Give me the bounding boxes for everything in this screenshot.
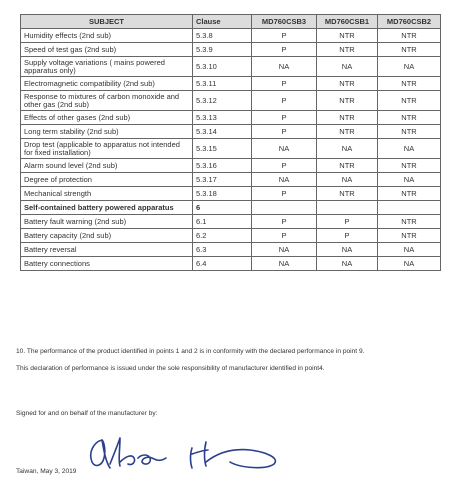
md760csb1-result-cell: NTR <box>317 111 378 125</box>
table-row <box>21 187 441 201</box>
clause-cell: 5.3.10 <box>193 57 252 77</box>
header-clause: Clause <box>193 15 252 29</box>
md760csb3-result-cell: P <box>252 77 317 91</box>
header-md760csb2: MD760CSB2 <box>378 15 441 29</box>
md760csb1-result-cell: P <box>317 215 378 229</box>
table-row <box>21 125 441 139</box>
clause-cell: 5.3.9 <box>193 43 252 57</box>
clause-cell: 6.1 <box>193 215 252 229</box>
table-row <box>21 243 441 257</box>
md760csb1-result-cell: NTR <box>317 43 378 57</box>
md760csb1-result-cell: NA <box>317 139 378 159</box>
subject-cell: Long term stability (2nd sub) <box>21 125 193 139</box>
table-row <box>21 111 441 125</box>
clause-cell: 5.3.17 <box>193 173 252 187</box>
table-row <box>21 91 441 111</box>
subject-cell: Battery capacity (2nd sub) <box>21 229 193 243</box>
clause-cell: 5.3.8 <box>193 29 252 43</box>
md760csb1-result-cell: NA <box>317 243 378 257</box>
table-row <box>21 43 441 57</box>
table-row <box>21 57 441 77</box>
md760csb2-result-cell: NTR <box>378 229 441 243</box>
md760csb1-result-cell: NA <box>317 257 378 271</box>
table-row <box>21 29 441 43</box>
signed-for-label: Signed for and on behalf of the manufacturer by: <box>16 410 158 417</box>
md760csb1-result-cell <box>317 201 378 215</box>
subject-cell: Alarm sound level (2nd sub) <box>21 159 193 173</box>
table-header-row <box>21 15 441 29</box>
subject-cell: Humidity effects (2nd sub) <box>21 29 193 43</box>
handwritten-signature <box>80 428 300 474</box>
conformity-statement: 10. The performance of the product identified in points 1 and 2 is in conformity with the declared performance in point 9. <box>16 348 365 355</box>
md760csb2-result-cell: NTR <box>378 77 441 91</box>
subject-cell: Degree of protection <box>21 173 193 187</box>
md760csb1-result-cell: NA <box>317 173 378 187</box>
md760csb2-result-cell: NA <box>378 139 441 159</box>
md760csb2-result-cell: NA <box>378 57 441 77</box>
md760csb2-result-cell: NA <box>378 243 441 257</box>
subject-cell: Drop test (applicable to apparatus not intended for fixed installation) <box>21 139 193 159</box>
md760csb3-result-cell: NA <box>252 57 317 77</box>
clause-cell: 6 <box>193 201 252 215</box>
md760csb3-result-cell: NA <box>252 173 317 187</box>
table-row <box>21 173 441 187</box>
table-section-row <box>21 201 441 215</box>
md760csb2-result-cell: NTR <box>378 125 441 139</box>
table-row <box>21 139 441 159</box>
md760csb3-result-cell: P <box>252 43 317 57</box>
subject-cell: Supply voltage variations ( mains powered apparatus only) <box>21 57 193 77</box>
md760csb2-result-cell: NTR <box>378 215 441 229</box>
subject-cell: Speed of test gas (2nd sub) <box>21 43 193 57</box>
responsibility-statement: This declaration of performance is issued under the sole responsibility of manufacturer identified in point4. <box>16 365 325 372</box>
md760csb3-result-cell: P <box>252 91 317 111</box>
performance-table <box>20 14 441 271</box>
md760csb2-result-cell: NTR <box>378 43 441 57</box>
subject-cell: Self-contained battery powered apparatus <box>21 201 193 215</box>
clause-cell: 5.3.11 <box>193 77 252 91</box>
md760csb1-result-cell: NTR <box>317 91 378 111</box>
md760csb1-result-cell: NTR <box>317 29 378 43</box>
md760csb1-result-cell: NTR <box>317 159 378 173</box>
md760csb2-result-cell: NA <box>378 173 441 187</box>
clause-cell: 5.3.13 <box>193 111 252 125</box>
subject-cell: Mechanical strength <box>21 187 193 201</box>
md760csb3-result-cell: P <box>252 229 317 243</box>
md760csb3-result-cell: P <box>252 159 317 173</box>
table-row <box>21 159 441 173</box>
table-row <box>21 229 441 243</box>
clause-cell: 5.3.15 <box>193 139 252 159</box>
clause-cell: 6.2 <box>193 229 252 243</box>
header-subject: SUBJECT <box>21 15 193 29</box>
md760csb2-result-cell <box>378 201 441 215</box>
subject-cell: Response to mixtures of carbon monoxide and other gas (2nd sub) <box>21 91 193 111</box>
subject-cell: Effects of other gases (2nd sub) <box>21 111 193 125</box>
clause-cell: 5.3.12 <box>193 91 252 111</box>
table-row <box>21 77 441 91</box>
md760csb3-result-cell: P <box>252 111 317 125</box>
md760csb3-result-cell: NA <box>252 139 317 159</box>
md760csb3-result-cell: P <box>252 125 317 139</box>
subject-cell: Battery fault warning (2nd sub) <box>21 215 193 229</box>
md760csb3-result-cell: P <box>252 29 317 43</box>
md760csb1-result-cell: NTR <box>317 77 378 91</box>
md760csb3-result-cell <box>252 201 317 215</box>
table-body <box>21 29 441 271</box>
clause-cell: 6.4 <box>193 257 252 271</box>
clause-cell: 5.3.14 <box>193 125 252 139</box>
md760csb2-result-cell: NTR <box>378 111 441 125</box>
clause-cell: 5.3.18 <box>193 187 252 201</box>
md760csb1-result-cell: NA <box>317 57 378 77</box>
clause-cell: 6.3 <box>193 243 252 257</box>
subject-cell: Battery reversal <box>21 243 193 257</box>
md760csb3-result-cell: P <box>252 215 317 229</box>
performance-table-container <box>20 14 440 271</box>
subject-cell: Battery connections <box>21 257 193 271</box>
header-md760csb1: MD760CSB1 <box>317 15 378 29</box>
md760csb2-result-cell: NTR <box>378 187 441 201</box>
md760csb1-result-cell: P <box>317 229 378 243</box>
md760csb1-result-cell: NTR <box>317 125 378 139</box>
md760csb3-result-cell: P <box>252 187 317 201</box>
md760csb2-result-cell: NA <box>378 257 441 271</box>
place-and-date: Taiwan, May 3, 2019 <box>16 468 77 475</box>
md760csb2-result-cell: NTR <box>378 29 441 43</box>
clause-cell: 5.3.16 <box>193 159 252 173</box>
declaration-notes <box>16 348 466 382</box>
table-row <box>21 215 441 229</box>
table-row <box>21 257 441 271</box>
md760csb3-result-cell: NA <box>252 243 317 257</box>
md760csb2-result-cell: NTR <box>378 159 441 173</box>
md760csb2-result-cell: NTR <box>378 91 441 111</box>
md760csb3-result-cell: NA <box>252 257 317 271</box>
header-md760csb3: MD760CSB3 <box>252 15 317 29</box>
md760csb1-result-cell: NTR <box>317 187 378 201</box>
subject-cell: Electromagnetic compatibility (2nd sub) <box>21 77 193 91</box>
